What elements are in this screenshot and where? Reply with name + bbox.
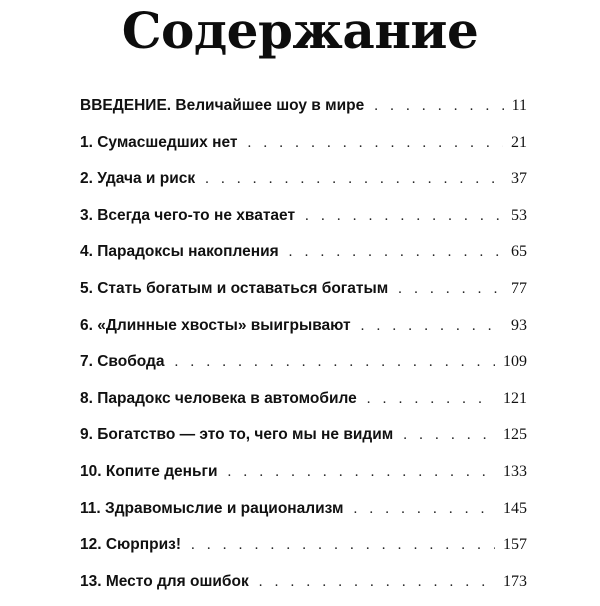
toc-entry-page: 133	[503, 462, 527, 480]
toc-leader-dots	[305, 204, 503, 228]
toc-entry-page: 93	[511, 316, 527, 334]
toc-entry-title: 6. «Длинные хвосты» выигрывают	[80, 316, 351, 334]
toc-entry-page: 109	[503, 353, 527, 371]
toc-leader-dots	[361, 314, 503, 338]
toc-leader-dots	[191, 533, 495, 557]
toc-entry-page: 173	[503, 572, 527, 590]
toc-entry[interactable]	[80, 131, 527, 168]
toc-entry-title: 13. Место для ошибок	[80, 572, 249, 590]
toc-entry-page: 125	[503, 426, 527, 444]
toc-entry-title: ВВЕДЕНИЕ. Величайшее шоу в мире	[80, 97, 365, 114]
toc-entry[interactable]	[80, 570, 527, 606]
toc-entry-title: 2. Удача и риск	[80, 170, 196, 188]
page-title: Содержание	[121, 1, 479, 60]
toc-entry-page: 53	[511, 206, 527, 224]
toc-leader-dots	[403, 423, 495, 447]
toc-entry-title: 3. Всегда чего-то не хватает	[80, 206, 296, 224]
toc-list	[80, 94, 527, 606]
toc-entry[interactable]	[80, 94, 527, 131]
toc-entry-page: 77	[511, 279, 527, 297]
toc-entry-title: 8. Парадокс человека в автомобиле	[80, 389, 357, 407]
toc-leader-dots	[259, 570, 495, 594]
toc-entry[interactable]	[80, 350, 527, 387]
toc-entry-page: 145	[503, 499, 527, 517]
toc-entry-page: 37	[511, 170, 527, 188]
toc-entry-title: 4. Парадоксы накопления	[80, 243, 279, 261]
toc-entry-page: 65	[511, 243, 527, 261]
toc-entry[interactable]	[80, 314, 527, 351]
toc-entry-page: 121	[503, 389, 527, 407]
toc-entry[interactable]	[80, 387, 527, 424]
toc-entry-title: 12. Сюрприз!	[80, 536, 181, 554]
toc-entry[interactable]	[80, 423, 527, 460]
toc-entry[interactable]	[80, 204, 527, 241]
toc-entry-page: 157	[503, 536, 527, 554]
toc-leader-dots	[247, 131, 503, 155]
toc-entry-page: 11	[511, 97, 527, 114]
toc-entry-title: 9. Богатство — это то, чего мы не видим	[80, 426, 394, 444]
toc-leader-dots	[353, 497, 495, 521]
toc-entry-title: 11. Здравомыслие и рационализм	[80, 499, 344, 517]
toc-entry[interactable]	[80, 240, 527, 277]
toc-leader-dots	[374, 94, 503, 118]
toc-leader-dots	[175, 350, 495, 374]
toc-leader-dots	[289, 240, 503, 264]
toc-entry[interactable]	[80, 167, 527, 204]
toc-entry-title: 7. Свобода	[80, 353, 165, 371]
toc-entry-title: 1. Сумасшедших нет	[80, 133, 238, 151]
toc-entry-title: 10. Копите деньги	[80, 462, 218, 480]
toc-leader-dots	[228, 460, 495, 484]
toc-entry[interactable]	[80, 533, 527, 570]
toc-entry[interactable]	[80, 460, 527, 497]
toc-leader-dots	[205, 167, 503, 191]
toc-entry-title: 5. Стать богатым и оставаться богатым	[80, 279, 389, 297]
toc-entry[interactable]	[80, 277, 527, 314]
toc-entry-page: 21	[511, 133, 527, 151]
toc-leader-dots	[398, 277, 503, 301]
toc-leader-dots	[367, 387, 495, 411]
toc-entry[interactable]	[80, 497, 527, 534]
